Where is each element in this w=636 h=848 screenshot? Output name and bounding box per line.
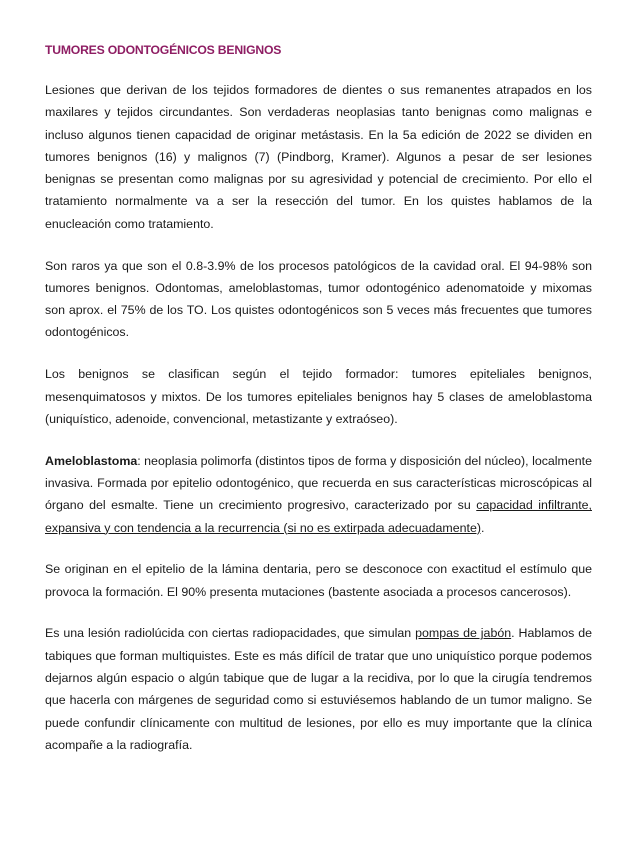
radiology-text-before: Es una lesión radiolúcida con ciertas radiopacidades, que simulan	[45, 626, 416, 641]
paragraph-origin: Se originan en el epitelio de la lámina dentaria, pero se desconoce con exactitud el estímulo que provoca la formación. El 90% presenta mutaciones (bastente asociada a procesos cancerosos).	[45, 562, 592, 599]
ameloblastoma-term: Ameloblastoma	[45, 453, 138, 468]
ameloblastoma-end: .	[481, 520, 485, 535]
paragraph-epidemiology: Son raros ya que son el 0.8-3.9% de los procesos patológicos de la cavidad oral. El 94-98% son tumores benignos. Odontomas, ameloblastomas, tumor odontogénico adenomatoide y mixomas son aprox. el 75% de los TO. Los quistes odontogénicos son 5 veces más frecuentes que tumores odontogénicos.	[45, 258, 592, 340]
paragraph-definition: Lesiones que derivan de los tejidos formadores de dientes o sus remanentes atrapados en los maxilares y tejidos circundantes. Son verdaderas neoplasias tanto benignas como malignas e incluso algunos tienen capacidad de originar metástasis. En la 5a edición de 2022 se dividen en tumores benignos (16) y malignos (7) (Pindborg, Kramer). Algunos a pesar de ser lesiones benignas se presentan como malignas por su agresividad y potencial de crecimiento. Por ello el tratamiento normalmente va a ser la resección del tumor. En los quistes hablamos de la enucleación como tratamiento.	[45, 83, 592, 231]
paragraph-classification: Los benignos se clasifican según el tejido formador: tumores epiteliales benignos, mesenquimatosos y mixtos. De los tumores epiteliales benignos hay 5 clases de ameloblastoma (uniquístico, adenoide, convencional, metastizante y extraóseo).	[45, 367, 592, 426]
paragraph-radiology	[45, 622, 592, 756]
ameloblastoma-underlined-text: capacidad infiltrante, expansiva y con tendencia a la recurrencia (si no es extirpada adecuadamente)	[45, 498, 592, 535]
paragraph-ameloblastoma	[45, 450, 592, 539]
section-title: TUMORES ODONTOGÉNICOS BENIGNOS	[45, 43, 282, 57]
radiology-text-after: . Hablamos de tabiques que forman multiquistes. Este es más difícil de tratar que uno uniquístico porque podemos dejarnos algún espacio o algún tabique que de lugar a la recidiva, por lo que la cirugía tendremos que hacerla con márgenes de seguridad como si estuviésemos hablando de un tumor maligno. Se puede confundir clínicamente con multitud de lesiones, por ello es muy importante que la clínica acompañe a la radiografía.	[45, 626, 592, 752]
soap-bubbles-underlined: pompas de jabón	[415, 626, 512, 641]
ameloblastoma-description: : neoplasia polimorfa (distintos tipos de forma y disposición del núcleo), localmente invasiva. Formada por epitelio odontogénico, que recuerda en sus características microscópicas al órgano del esmalte. Tiene un crecimiento progresivo, caracterizado por su	[45, 453, 592, 513]
